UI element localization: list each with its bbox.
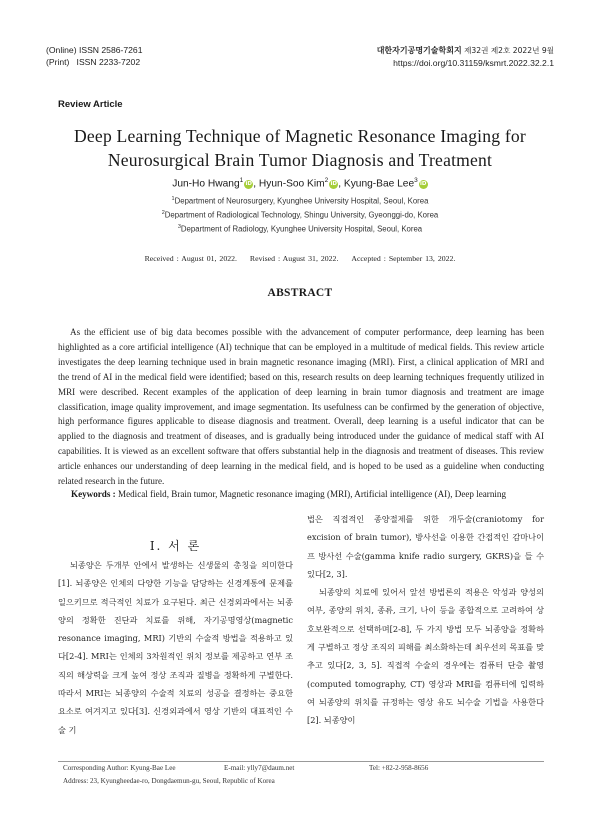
section-heading: Ⅰ. 서 론 [149,539,202,553]
corresponding-address: Address: 23, Kyungheedae-ro, Dongdaemun-gu, Seoul, Republic of Korea [63,777,275,785]
title-line-1: Deep Learning Technique of Magnetic Resonance Imaging for [74,126,526,146]
author-name: Kyung-Bae Lee [343,178,415,190]
paper-title [30,124,570,172]
doi-link[interactable]: https://doi.org/10.31159/ksmrt.2022.32.2.1 [393,58,554,68]
author-name: Jun-Ho Hwang [172,178,240,190]
body-column-right [307,510,544,730]
journal-info-block [377,44,554,69]
corresponding-author: Corresponding Author: Kyung-Bae Lee [63,764,176,772]
affiliation: $^3$Department of Radiology, Kyunghee University Hospital, Seoul, Korea [177,224,423,234]
orcid-icon[interactable]: iD [245,181,252,188]
author-name: Hyun-Soo Kim [258,178,325,190]
orcid-icon[interactable]: iD [420,181,427,188]
accepted-date: Accepted : September 13, 2022. [351,254,456,263]
journal-name: 대한자기공명기술학회지 [376,46,462,55]
author-sup: 3 [414,177,418,184]
submission-dates [0,254,600,263]
keywords [71,489,551,499]
author-sup: 2 [324,177,329,184]
received-date: Received : August 01, 2022. [144,254,237,263]
author-list: Jun-Ho Hwang$^1$iD, Hyun-Soo Kim$^2$iD, Kyung-Bae Lee$^3$iD [172,177,427,190]
body-paragraph: 법은 직접적인 종양절제를 위한 개두술(craniotomy for excision of brain tumor), 방사선을 이용한 간접적인 감마나이프 방사선 수술(gamma knife radio surgery, GKRS)을 들 수 있다[2, 3]. [307,514,544,579]
affiliation: $^2$Department of Radiological Technology, Shingu University, Gyeonggi-do, Korea [161,210,439,220]
revised-date: Revised : August 31, 2022. [249,254,339,263]
abstract-heading: ABSTRACT [267,287,333,299]
corresponding-tel: Tel: +82-2-958-8656 [369,764,429,772]
print-issn: (Print) ISSN 2233-7202 [46,57,141,67]
footnote-divider [58,761,544,762]
keywords-label: Keywords : [71,489,116,499]
online-issn: (Online) ISSN 2586-7261 [46,45,143,55]
title-line-2: Neurosurgical Brain Tumor Diagnosis and Treatment [107,150,493,170]
affiliation: $^1$Department of Neurosurgery, Kyunghee University Hospital, Seoul, Korea [171,196,429,206]
body-paragraph: 뇌종양은 두개부 안에서 발생하는 신생물의 총칭을 의미한다[1]. 뇌종양은 인체의 다양한 기능을 담당하는 신경계통에 문제를 일으키므로 적극적인 치료가 요구된다. 최근 신경외과에서는 뇌종양의 정확한 진단과 치료를 위해, 자기공명영상(magnetic resonance imaging, MRI) 기반의 수술적 방법을 적용하고 있다[2-4]. MRI는 인체의 3차원적인 위치 정보를 제공하고 연부 조직의 해상력을 크게 높여 정상 조직과 질병을 정확하게 구별한다. 따라서 MRI는 뇌종양의 수술적 치료의 성공을 결정하는 중요한 요소로 여겨지고 있다[3]. 신경외과에서 영상 기반의 대표적인 수술 기 [58,560,293,735]
body-column-left [58,556,293,739]
orcid-icon[interactable]: iD [330,181,337,188]
author-sup: 1 [239,177,244,184]
article-type: Review Article [58,99,123,110]
journal-volume: 제32권 제2호 2022년 9월 [464,46,554,55]
keywords-text: Medical field, Brain tumor, Magnetic resonance imaging (MRI), Artificial intelligence (AI), Deep learning [118,489,507,499]
corresponding-email[interactable]: E-mail: ylly7@daum.net [224,764,295,772]
issn-block [46,44,143,68]
body-paragraph: 뇌종양의 치료에 있어서 앞선 방법론의 적용은 악성과 양성의 여부, 종양의 위치, 종류, 크기, 나이 등을 종합적으로 고려하여 상호보완적으로 선택하며[2-8], 두 가지 방법 모두 뇌종양을 정확하게 구별하고 정상 조직의 피해를 최소화하는데 최우선의 목표를 맞추고 있다[2, 3, 5]. 직접적 수술의 경우에는 컴퓨터 단층 촬영(computed tomography, CT) 영상과 MRI를 컴퓨터에 입력하여 뇌종양의 위치를 규정하는 영상 유도 뇌수술 기법을 사용한다[2]. 뇌종양이 [307,587,544,726]
abstract-text: As the efficient use of big data becomes possible with the advancement of computer performance, deep learning has been highlighted as a core artificial intelligence (AI) technique that can be employed in a multitude of medical fields. This review article investigates the deep learning technique used in brain magnetic resonance imaging (MRI). First, a clinical application of MRI and the trend of AI in the medical field were identified; based on this, research results on deep learning techniques frequently utilized in MRI were described. Recent examples of the application of deep learning in brain tumor diagnosis and treatment are image classification, image quality improvement, and image segmentation. Its usefulness can be confirmed by the generation of objective, high performance figures applicable to disease diagnosis and treatment. Overall, deep learning is a useful indicator that can be applied to the diagnosis and treatment of diseases, and is gradually being introduced under the guidance of medical staff with AI capabilities. It is viewed as an excellent software that offers substantial help in the diagnosis and treatment of diseases. This review article enhances our understanding of deep learning in the medical field, and is hoped to be used as a guideline when conducting related research in the future. [58,327,544,487]
